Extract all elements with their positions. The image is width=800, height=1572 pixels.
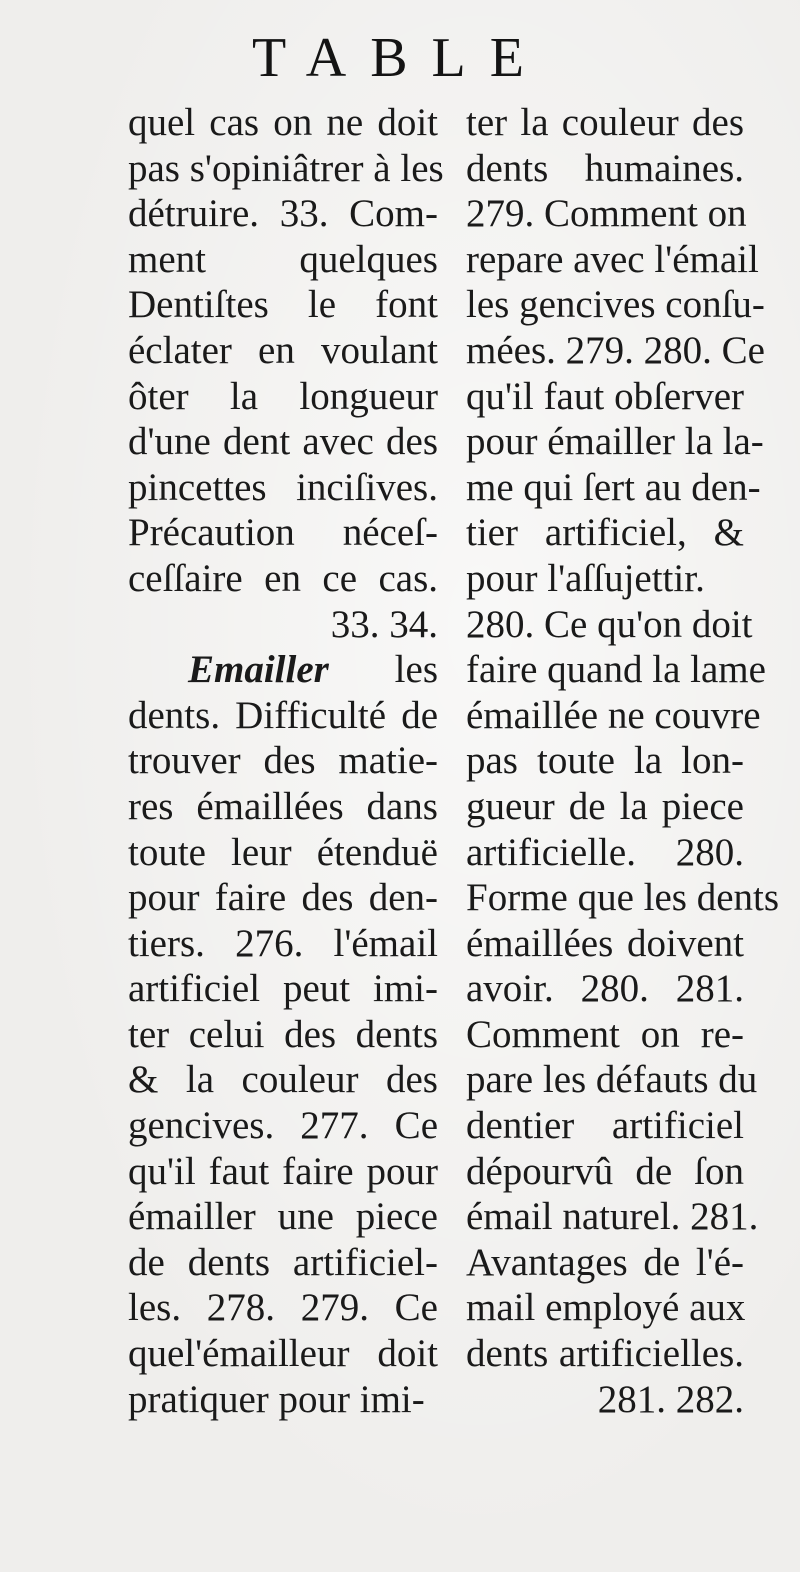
text-line: Dentiſtes le font (128, 283, 438, 327)
text-line: pour l'aſſujettir. (466, 556, 705, 600)
entry-word: Emailler (188, 648, 329, 692)
text-line: trouver des matie- (128, 739, 438, 783)
text-line: d'une dent avec des (128, 420, 438, 464)
text-line: me qui ſert au den- (466, 465, 761, 509)
text-line: pincettes inciſives. (128, 465, 438, 509)
text-line: dépourvû de ſon (466, 1149, 744, 1193)
text-line: pratiquer pour imi- (128, 1377, 425, 1421)
text-line: ceſſaire en ce cas. (128, 556, 438, 600)
text-line: gencives. 277. Ce (128, 1104, 438, 1148)
text-line: toute leur étenduë (128, 830, 438, 874)
text-line: 279. Comment on (466, 192, 747, 236)
text-line: détruire. 33. Com- (128, 192, 438, 236)
text-line: pas toute la lon- (466, 739, 744, 783)
text-line: de dents artificiel- (128, 1240, 438, 1284)
text-line: dents. Difficulté de (128, 693, 438, 737)
text-line: ôter la longueur (128, 374, 438, 418)
text-line: & la couleur des (128, 1058, 438, 1102)
text-line: Comment on re- (466, 1012, 744, 1056)
text-line: mées. 279. 280. Ce (466, 328, 765, 372)
text-line: les. 278. 279. Ce (128, 1286, 438, 1330)
text-line: artificielle. 280. (466, 830, 744, 874)
text-line: émaillées doivent (466, 921, 744, 965)
text-line: 280. Ce qu'on doit (466, 602, 753, 646)
text-line: faire quand la lame (466, 648, 766, 692)
text-line: dents humaines. (466, 146, 744, 190)
right-column (466, 100, 780, 1422)
text-line: dentier artificiel (466, 1104, 744, 1148)
text-line: Avantages de l'é- (466, 1240, 744, 1284)
text-line: pour faire des den- (128, 876, 438, 920)
text-line: artificiel peut imi- (128, 967, 438, 1011)
text-line: tier artificiel, & (466, 511, 744, 555)
text-line: émailler une piece (128, 1195, 438, 1239)
text-line: 33. 34. (330, 602, 438, 646)
text-line: tiers. 276. l'émail (128, 921, 438, 965)
text-line: mail employé aux (466, 1286, 746, 1330)
text-line: ment quelques (128, 237, 438, 281)
text-line: repare avec l'émail (466, 237, 759, 281)
text-line: éclater en voulant (128, 328, 438, 372)
text-line: qu'il faut obſerver (466, 374, 744, 418)
text-line: quel cas on ne doit (128, 101, 438, 144)
text-line: émaillée ne couvre (466, 693, 761, 737)
text-line: les gencives conſu- (466, 283, 765, 327)
text-fragment: les (394, 648, 438, 692)
text-line: gueur de la piece (466, 784, 744, 828)
text-line: pour émailler la la- (466, 420, 764, 464)
text-line: ter celui des dents (128, 1012, 438, 1056)
text-line: dents artificielles. (466, 1332, 744, 1376)
text-line: pare les défauts du (466, 1058, 758, 1102)
text-line: avoir. 280. 281. (466, 967, 744, 1011)
text-line: qu'il faut faire pour (128, 1149, 438, 1193)
text-line: pas s'opiniâtrer à les (128, 146, 444, 190)
text-line: ter la couleur des (466, 101, 744, 144)
text-line: émail naturel. 281. (466, 1195, 759, 1239)
text-line: Précaution néceſ- (128, 511, 438, 555)
text-line: quel'émailleur doit (128, 1332, 438, 1376)
text-line: Forme que les dents (466, 876, 780, 920)
left-column (128, 100, 444, 1422)
entry-line (128, 647, 438, 693)
text-line: res émaillées dans (128, 784, 438, 828)
text-line: 281. 282. (597, 1377, 744, 1421)
running-header: TABLE (252, 27, 548, 89)
